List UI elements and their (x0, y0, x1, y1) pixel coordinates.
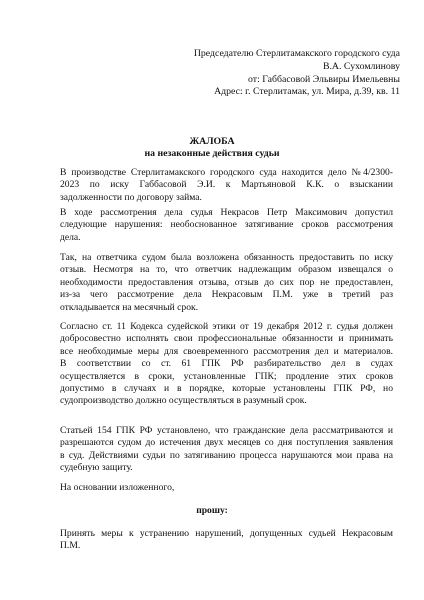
addressee-line: Председателю Стерлитамакского городского суда (193, 48, 400, 59)
text-line: осуществляется в сроки, установленные ГПК; продление этих сроков (60, 370, 393, 382)
text-line: В производстве Стерлитамакского городского суда находится дело №4/2300- (60, 167, 393, 178)
text-line: В соответствии со ст. 61 ГПК РФ разбирательство дел в судах (60, 358, 393, 370)
text-line: все необходимые меры для своевременного рассмотрения дел и материалов. (60, 345, 393, 357)
paragraph-case-info (60, 167, 393, 204)
document-subtitle: на незаконные действия судьи (144, 148, 280, 159)
text-line: Согласно ст. 11 Кодекса судейской этики от 19 декабря 2012 г. судья должен (60, 321, 393, 332)
text-line: задолженности по договору займа. (60, 191, 202, 203)
text-line: судебную защиту. (60, 462, 133, 474)
text-line: допустимо в случаях и в порядке, которые установлены ГПК РФ, но (60, 383, 393, 395)
text-line: из-за чего рассмотрение дела Некрасовым П.М. уже в третий раз (60, 289, 393, 301)
addressee-header (194, 48, 400, 99)
sender-address: Адрес: г. Стерлитамак, ул. Мира, д.39, кв. 11 (214, 86, 400, 98)
document-title: ЖАЛОБА (189, 136, 235, 147)
sender-line: от: Габбасовой Эльвиры Имельевны (248, 73, 400, 85)
text-line: Принять меры к устранению нарушений, допущенных судьей Некрасовым (60, 528, 393, 539)
text-line: следующие нарушения: необоснованное затягивание сроков рассмотрения (60, 219, 393, 231)
text-line: дела. (60, 231, 81, 243)
text-line: 2023 по иску Габбасовой Э.И. к Мартьяновой К.К. о взыскании (60, 179, 393, 191)
text-line: добросовестно исполнять свои профессиональные обязанности и принимать (60, 333, 393, 345)
text-line: Так, на ответчика судом была возложена обязанность предоставить по иску (60, 252, 393, 263)
text-line: отзыв. Несмотря на то, что ответчик надлежащим образом извещался о (60, 264, 393, 276)
text-line: разрешаются судом до истечения двух месяцев со дня поступления заявления (60, 437, 393, 449)
text-line: На основании изложенного, (60, 482, 175, 493)
paragraph-violations (60, 207, 393, 244)
paragraph-request (60, 528, 393, 553)
text-line: судопроизводство должно осуществляться в разумный срок. (60, 395, 307, 407)
paragraph-basis (60, 482, 393, 494)
text-line: в суд. Действиями судьи по затягиванию процесса нарушаются мои права на (60, 449, 393, 461)
text-line: Статьей 154 ГПК РФ установлено, что гражданские дела рассматриваются и (60, 425, 393, 436)
request-heading: прошу: (196, 505, 228, 516)
paragraph-details (60, 252, 393, 314)
text-line: П.М. (60, 540, 81, 552)
text-line: необходимости предоставления отзыва, отзыв до сих пор не предоставлен, (60, 276, 393, 288)
paragraph-article-154 (60, 425, 393, 475)
text-line: В ходе рассмотрения дела судья Некрасов Петр Максимович допустил (60, 207, 393, 218)
addressee-name: В.А. Сухомлинову (322, 60, 400, 72)
text-line: откладывается на месячный срок. (60, 301, 199, 313)
paragraph-legal-basis (60, 321, 393, 408)
